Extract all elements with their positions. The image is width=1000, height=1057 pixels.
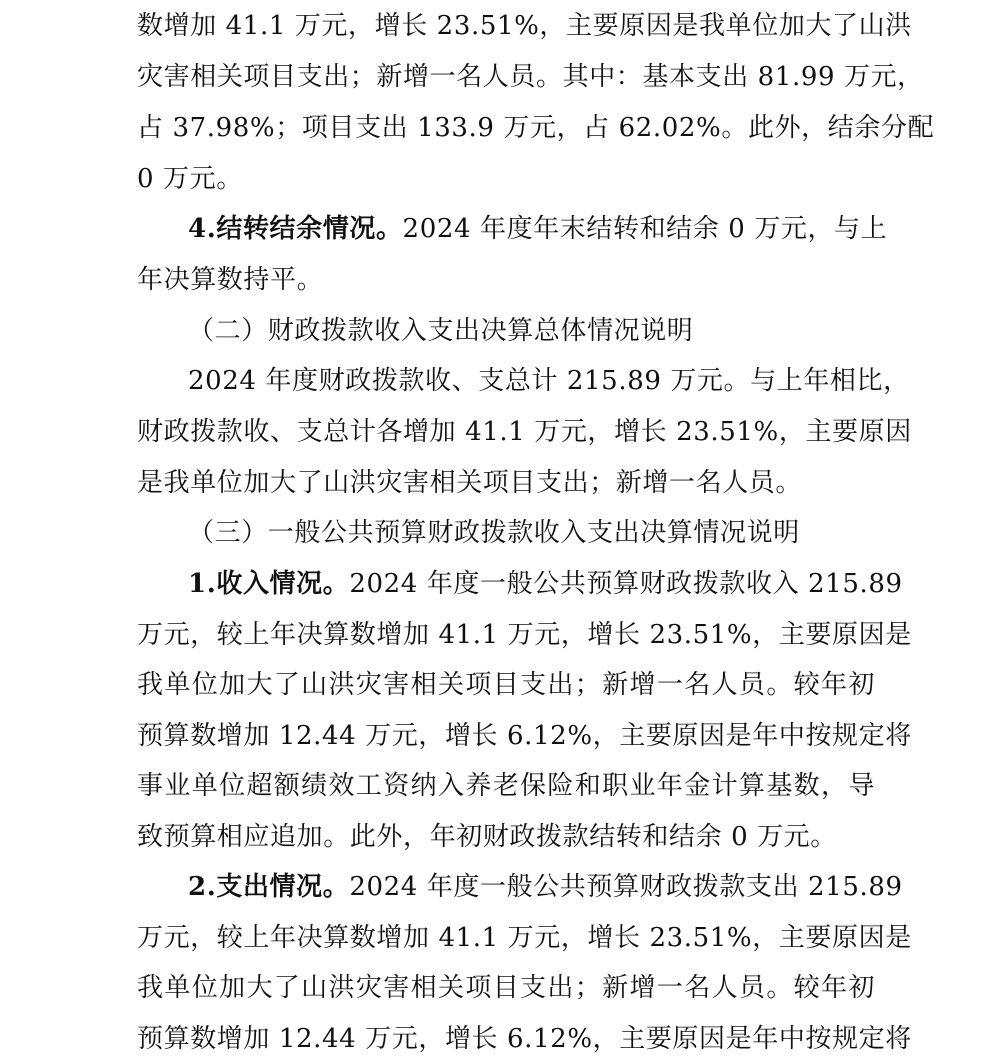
body-line: 事业单位超额绩效工资纳入养老保险和职业年金计算基数，导 (137, 771, 875, 801)
section-lead-expenditure: 2.支出情况。 (188, 872, 350, 902)
section-heading-2: （二）财政拨款收入支出决算总体情况说明 (188, 316, 694, 346)
body-line: 万元，较上年决算数增加 41.1 万元，增长 23.51%，主要原因是 (137, 620, 912, 650)
section-heading-3: （三）一般公共预算财政拨款收入支出决算情况说明 (188, 518, 800, 548)
paragraph-carryover-balance (188, 211, 888, 247)
body-line: 万元，较上年决算数增加 41.1 万元，增长 23.51%，主要原因是 (137, 923, 912, 953)
body-line: 数增加 41.1 万元，增长 23.51%，主要原因是我单位加大了山洪 (137, 11, 912, 41)
body-line: 是我单位加大了山洪灾害相关项目支出；新增一名人员。 (137, 468, 803, 498)
section-lead-carryover: 4.结转结余情况。 (188, 214, 403, 244)
body-text: 2024 年度一般公共预算财政拨款收入 215.89 (349, 569, 903, 599)
section-lead-income: 1.收入情况。 (188, 569, 350, 599)
body-text: 2024 年度一般公共预算财政拨款支出 215.89 (349, 872, 903, 902)
body-line: 2024 年度财政拨款收、支总计 215.89 万元。与上年相比， (188, 366, 910, 396)
body-text: 2024 年度年末结转和结余 0 万元，与上 (402, 214, 888, 244)
body-line: 预算数增加 12.44 万元，增长 6.12%，主要原因是年中按规定将 (137, 721, 912, 751)
paragraph-expenditure (188, 869, 903, 905)
body-line: 我单位加大了山洪灾害相关项目支出；新增一名人员。较年初 (137, 973, 875, 1003)
body-line: 预算数增加 12.44 万元，增长 6.12%，主要原因是年中按规定将 (137, 1024, 912, 1054)
paragraph-income (188, 566, 903, 602)
body-line: 占 37.98%；项目支出 133.9 万元，占 62.02%。此外，结余分配 (137, 113, 935, 143)
body-line: 财政拨款收、支总计各增加 41.1 万元，增长 23.51%，主要原因 (137, 417, 912, 447)
body-line: 我单位加大了山洪灾害相关项目支出；新增一名人员。较年初 (137, 670, 875, 700)
body-line: 0 万元。 (137, 164, 243, 194)
body-line: 年决算数持平。 (137, 265, 324, 295)
body-line: 灾害相关项目支出；新增一名人员。其中：基本支出 81.99 万元， (137, 62, 924, 92)
body-line: 致预算相应追加。此外，年初财政拨款结转和结余 0 万元。 (137, 822, 837, 852)
